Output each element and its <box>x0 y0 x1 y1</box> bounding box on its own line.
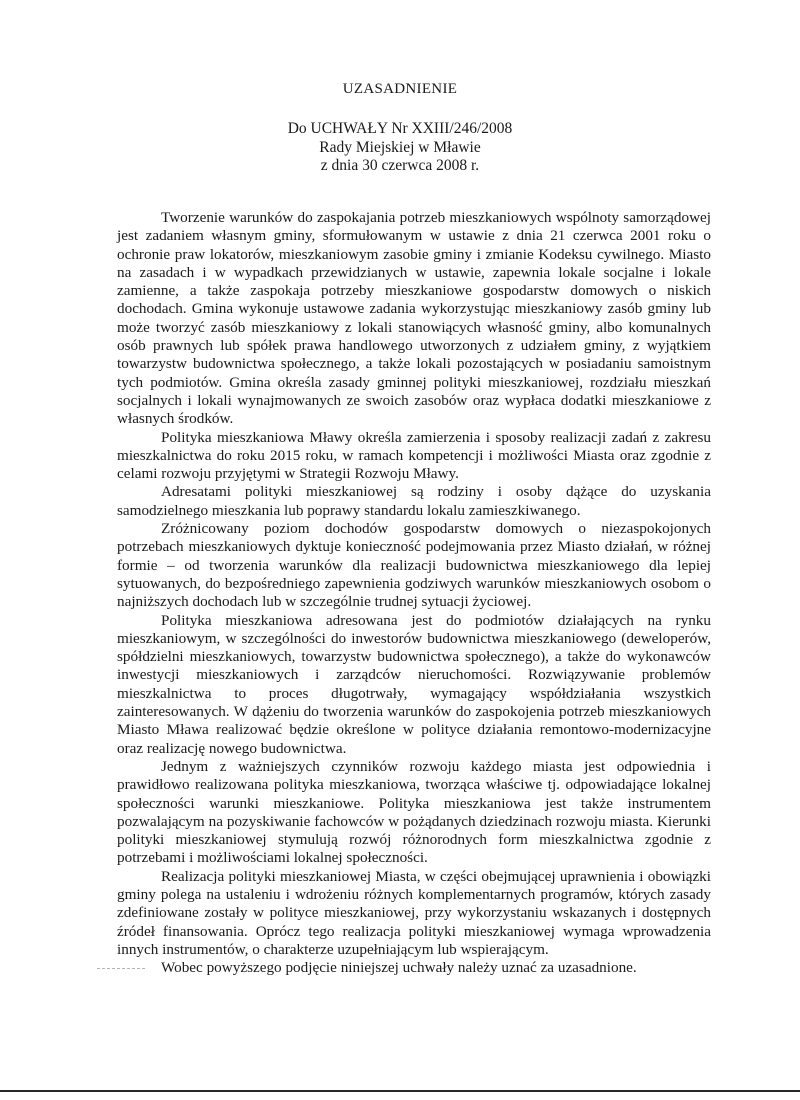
resolution-reference <box>0 120 800 176</box>
paragraph: Jednym z ważniejszych czynników rozwoju każdego miasta jest odpowiednia i prawidłowo realizowana polityka mieszkaniowa, tworząca właściwe tj. odpowiadające lokalnej społeczności warunki mieszkaniowe. Polityka mieszkaniowa jest także instrumentem pozwalającym na pozyskiwanie fachowców w pożądanych dziedzinach rozwoju miasta. Kierunki polityki mieszkaniowej stymulują rozwój różnorodnych form mieszkalnictwa zgodnie z potrzebami i możliwościami lokalnej społeczności. <box>117 757 711 867</box>
closing-paragraph: Wobec powyższego podjęcie niniejszej uchwały należy uznać za uzasadnione. <box>161 959 637 977</box>
document-title: UZASADNIENIE <box>342 81 458 97</box>
paragraph: Realizacja polityki mieszkaniowej Miasta, w części obejmującej uprawnienia i obowiązki gminy polega na ustaleniu i wdrożeniu różnych komplementarnych programów, których zasady zdefiniowane zostały w polityce mieszkaniowej, przy wykorzystaniu wskazanych i dostępnych źródeł finansowania. Oprócz tego realizacja polityki mieszkaniowej wymaga wprowadzenia innych instrumentów, o charakterze uzupełniającym lub wspierającym. <box>117 867 711 958</box>
paragraph: Adresatami polityki mieszkaniowej są rodziny i osoby dążące do uzyskania samodzielnego mieszkania lub poprawy standardu lokalu zamieszkiwanego. <box>117 483 711 519</box>
closing-paragraph-wrapper <box>117 959 711 977</box>
bottom-edge-rule <box>0 1090 800 1092</box>
scan-dash-mark <box>97 968 145 969</box>
council-name: Rady Miejskiej w Mławie <box>319 138 481 156</box>
paragraph: Zróżnicowany poziom dochodów gospodarstw domowych o niezaspokojonych potrzebach mieszkaniowych dyktuje konieczność podejmowania przez Miasto działań, w różnej formie – od tworzenia warunków dla realizacji budownictwa mieszkaniowego dla lepiej sytuowanych, do bezpośredniego zapewnienia godziwych warunków mieszkaniowych osobom o najniższych dochodach lub w szczególnie trudnej sytuacji życiowej. <box>117 520 711 611</box>
resolution-date: z dnia 30 czerwca 2008 r. <box>320 157 480 174</box>
resolution-number: Do UCHWAŁY Nr XXIII/246/2008 <box>287 120 513 137</box>
paragraph: Polityka mieszkaniowa Mławy określa zamierzenia i sposoby realizacji zadań z zakresu mieszkalnictwa do roku 2015 roku, w ramach kompetencji i możliwości Miasta oraz zgodnie z celami rozwoju przyjętymi w Strategii Rozwoju Mławy. <box>117 428 711 483</box>
paragraph: Polityka mieszkaniowa adresowana jest do podmiotów działających na rynku mieszkaniowym, w szczególności do inwestorów budownictwa mieszkaniowego (deweloperów, spółdzielni mieszkaniowych, towarzystw budownictwa społecznego), a także do wykonawców inwestycji mieszkaniowych i zarządców nieruchomości. Rozwiązywanie problemów mieszkalnictwa to proces długotrwały, wymagający współdziałania wszystkich zainteresowanych. W dążeniu do tworzenia warunków do zaspokojenia potrzeb mieszkaniowych Miasto Mława realizować będzie określone w polityce działania remontowo-modernizacyjne oraz realizację nowego budownictwa. <box>117 611 711 757</box>
justification-body <box>117 209 711 977</box>
paragraph: Tworzenie warunków do zaspokajania potrzeb mieszkaniowych wspólnoty samorządowej jest zadaniem własnym gminy, sformułowanym w ustawie z dnia 21 czerwca 2001 roku o ochronie praw lokatorów, mieszkaniowym zasobie gminy i zmianie Kodeksu cywilnego. Miasto na zasadach i w wypadkach przewidzianych w ustawie, zapewnia lokale socjalne i lokale zamienne, a także zaspokaja potrzeby mieszkaniowe gospodarstw domowych o niskich dochodach. Gmina wykonuje ustawowe zadania wykorzystując mieszkaniowy zasób gminy lub może tworzyć zasób mieszkaniowy z lokali stanowiących własność gminy, albo komunalnych osób prawnych lub spółek prawa handlowego utworzonych z udziałem gminy, z wyjątkiem towarzystw budownictwa społecznego, a także lokali pozostających w posiadaniu samoistnym tych podmiotów. Gmina określa zasady gminnej polityki mieszkaniowej, rozdziału mieszkań socjalnych i lokali wynajmowanych ze swoich zasobów oraz wypłaca dodatki mieszkaniowe z własnych środków. <box>117 209 711 428</box>
